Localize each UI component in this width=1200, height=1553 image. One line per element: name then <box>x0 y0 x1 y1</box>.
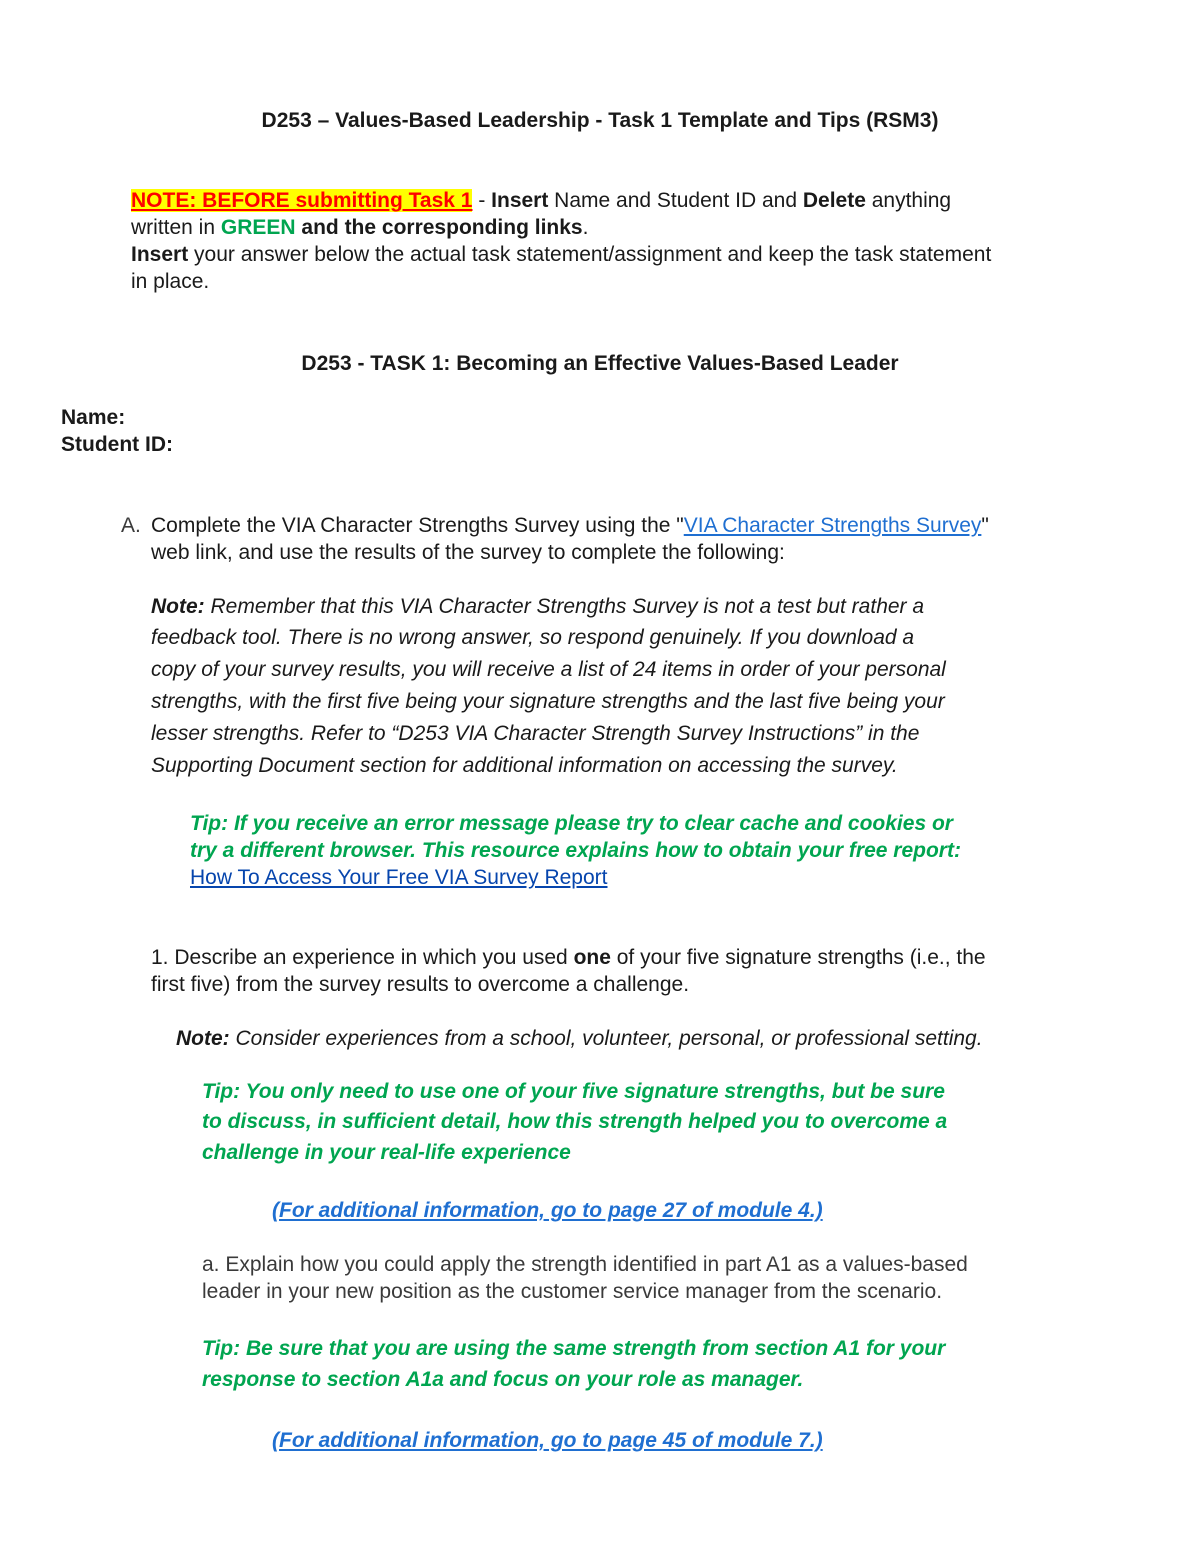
item-1-line-2: first five) from the survey results to overcome a challenge. <box>151 973 690 996</box>
note-a-label: Note: <box>151 595 205 618</box>
note-warning-label: NOTE: BEFORE submitting Task 1 <box>131 189 473 212</box>
note-line-2: written in GREEN and the corresponding links. <box>131 216 589 239</box>
section-a-line-1: Complete the VIA Character Strengths Survey using the "VIA Character Strengths Survey" <box>151 514 989 537</box>
note-line-3: Insert your answer below the actual task statement/assignment and keep the task statement <box>131 243 992 266</box>
note-line-1: NOTE: BEFORE submitting Task 1 - Insert Name and Student ID and Delete anything <box>131 189 952 212</box>
module-4-reference-link[interactable]: (For additional information, go to page 27 of module 4.) <box>272 1199 823 1222</box>
note-a-line-4: strengths, with the first five being your signature strengths and the last five being your <box>151 690 945 713</box>
note-1-label: Note: <box>176 1027 230 1050</box>
document-title: D253 – Values-Based Leadership - Task 1 Template and Tips (RSM3) <box>261 109 939 132</box>
via-report-link[interactable]: How To Access Your Free VIA Survey Report <box>190 866 608 889</box>
item-a-line-2: leader in your new position as the customer service manager from the scenario. <box>202 1280 943 1303</box>
note-a-line-6: Supporting Document section for additional information on accessing the survey. <box>151 754 898 777</box>
via-survey-link[interactable]: VIA Character Strengths Survey <box>683 514 982 537</box>
note-a-line-1: Note: Remember that this VIA Character Strengths Survey is not a test but rather a <box>151 595 925 618</box>
name-label: Name: <box>61 406 126 429</box>
note-a-line-5: lesser strengths. Refer to “D253 VIA Character Strength Survey Instructions” in the <box>151 722 920 745</box>
student-id-label: Student ID: <box>61 433 173 456</box>
section-a-letter: A. <box>121 514 141 537</box>
tip-1-line-3: challenge in your real-life experience <box>202 1141 571 1164</box>
tip-a-line-2: try a different browser. This resource explains how to obtain your free report: <box>190 839 961 862</box>
tip-a-line-1: Tip: If you receive an error message please try to clear cache and cookies or <box>190 812 953 835</box>
tip-1-line-2: to discuss, in sufficient detail, how this strength helped you to overcome a <box>202 1110 948 1133</box>
task-title: D253 - TASK 1: Becoming an Effective Values-Based Leader <box>301 352 899 375</box>
note-line-4: in place. <box>131 270 210 293</box>
module-7-reference-link[interactable]: (For additional information, go to page 45 of module 7.) <box>272 1429 823 1452</box>
tip-a1a-line-2: response to section A1a and focus on your role as manager. <box>202 1368 804 1391</box>
section-a-line-2: web link, and use the results of the survey to complete the following: <box>151 541 785 564</box>
green-word: GREEN <box>220 216 296 239</box>
note-1-line: Note: Consider experiences from a school, volunteer, personal, or professional setting. <box>176 1027 983 1050</box>
item-a-line-1: a. Explain how you could apply the strength identified in part A1 as a values-based <box>202 1253 968 1276</box>
note-a-line-2: feedback tool. There is no wrong answer, so respond genuinely. If you download a <box>151 626 915 649</box>
tip-1-line-1: Tip: You only need to use one of your five signature strengths, but be sure <box>202 1080 945 1103</box>
note-a-line-3: copy of your survey results, you will receive a list of 24 items in order of your personal <box>151 658 946 681</box>
item-1-line-1: 1. Describe an experience in which you used one of your five signature strengths (i.e., the <box>151 946 986 969</box>
tip-a1a-line-1: Tip: Be sure that you are using the same strength from section A1 for your <box>202 1337 946 1360</box>
